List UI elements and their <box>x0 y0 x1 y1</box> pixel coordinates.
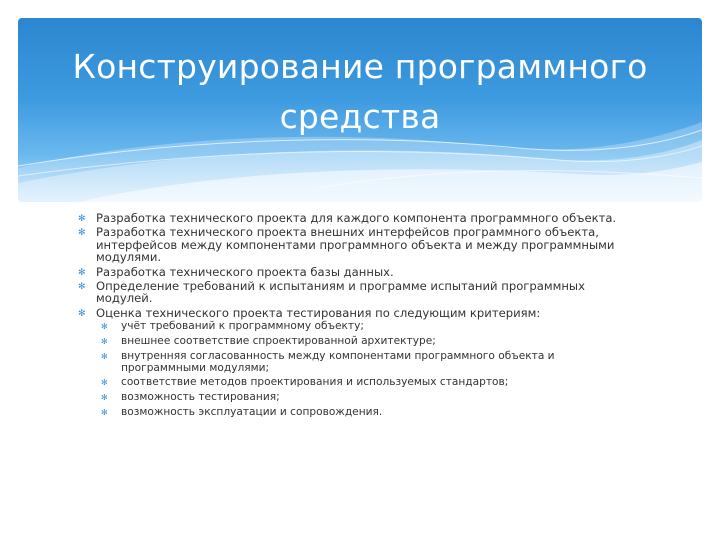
list-item <box>78 266 638 278</box>
sub-list-item-text: внутренняя согласованность между компонентами программного объекта и программными модулями; <box>121 349 555 374</box>
bullet-icon: ✻ <box>101 393 108 403</box>
bullet-icon: ✻ <box>101 408 108 418</box>
sub-list-item-text: возможность тестирования; <box>121 391 280 404</box>
slide-title-line-2: средства <box>279 97 441 136</box>
bullet-icon: ✻ <box>101 337 108 347</box>
bullet-icon: ✻ <box>78 228 86 239</box>
list-item <box>78 226 638 263</box>
bullet-icon: ✻ <box>101 378 108 388</box>
bullet-icon: ✻ <box>78 308 86 319</box>
sub-list-item <box>78 377 638 389</box>
list-item-text: Разработка технического проекта внешних интерфейсов программного объекта, интерфейсов между компонентами программного объекта и между программными модулями. <box>96 225 615 265</box>
sub-list-item <box>78 392 638 404</box>
bullet-icon: ✻ <box>101 322 108 332</box>
bullet-list <box>78 212 638 422</box>
sub-list-item <box>78 407 638 419</box>
title-banner <box>18 18 702 202</box>
sub-list-item-text: соответствие методов проектирования и используемых стандартов; <box>121 376 509 389</box>
list-item <box>78 307 638 319</box>
slide-title <box>18 42 702 142</box>
bullet-icon: ✻ <box>78 214 86 224</box>
slide-title-line-1: Конструирование программного <box>72 47 648 86</box>
sub-list-item-text: учёт требований к программному объекту; <box>121 320 364 333</box>
sub-list-item <box>78 351 638 375</box>
list-item-text: Разработка технического проекта базы данных. <box>96 264 394 279</box>
list-item-text: Оценка технического проекта тестирования по следующим критериям: <box>96 305 541 320</box>
sub-list-item <box>78 336 638 348</box>
bullet-icon: ✻ <box>101 351 108 361</box>
sub-list-item-text: возможность эксплуатации и сопровождения. <box>121 406 383 419</box>
bullet-icon: ✻ <box>78 282 86 293</box>
list-item <box>78 280 638 305</box>
list-item-text: Разработка технического проекта для каждого компонента программного объекта. <box>96 211 617 225</box>
list-item <box>78 212 638 224</box>
sub-list-item-text: внешнее соответствие спроектированной архитектуре; <box>121 335 436 348</box>
list-item-text: Определение требований к испытаниям и программе испытаний программных модулей. <box>96 279 585 306</box>
bullet-icon: ✻ <box>78 267 86 278</box>
sub-list-item <box>78 321 638 333</box>
